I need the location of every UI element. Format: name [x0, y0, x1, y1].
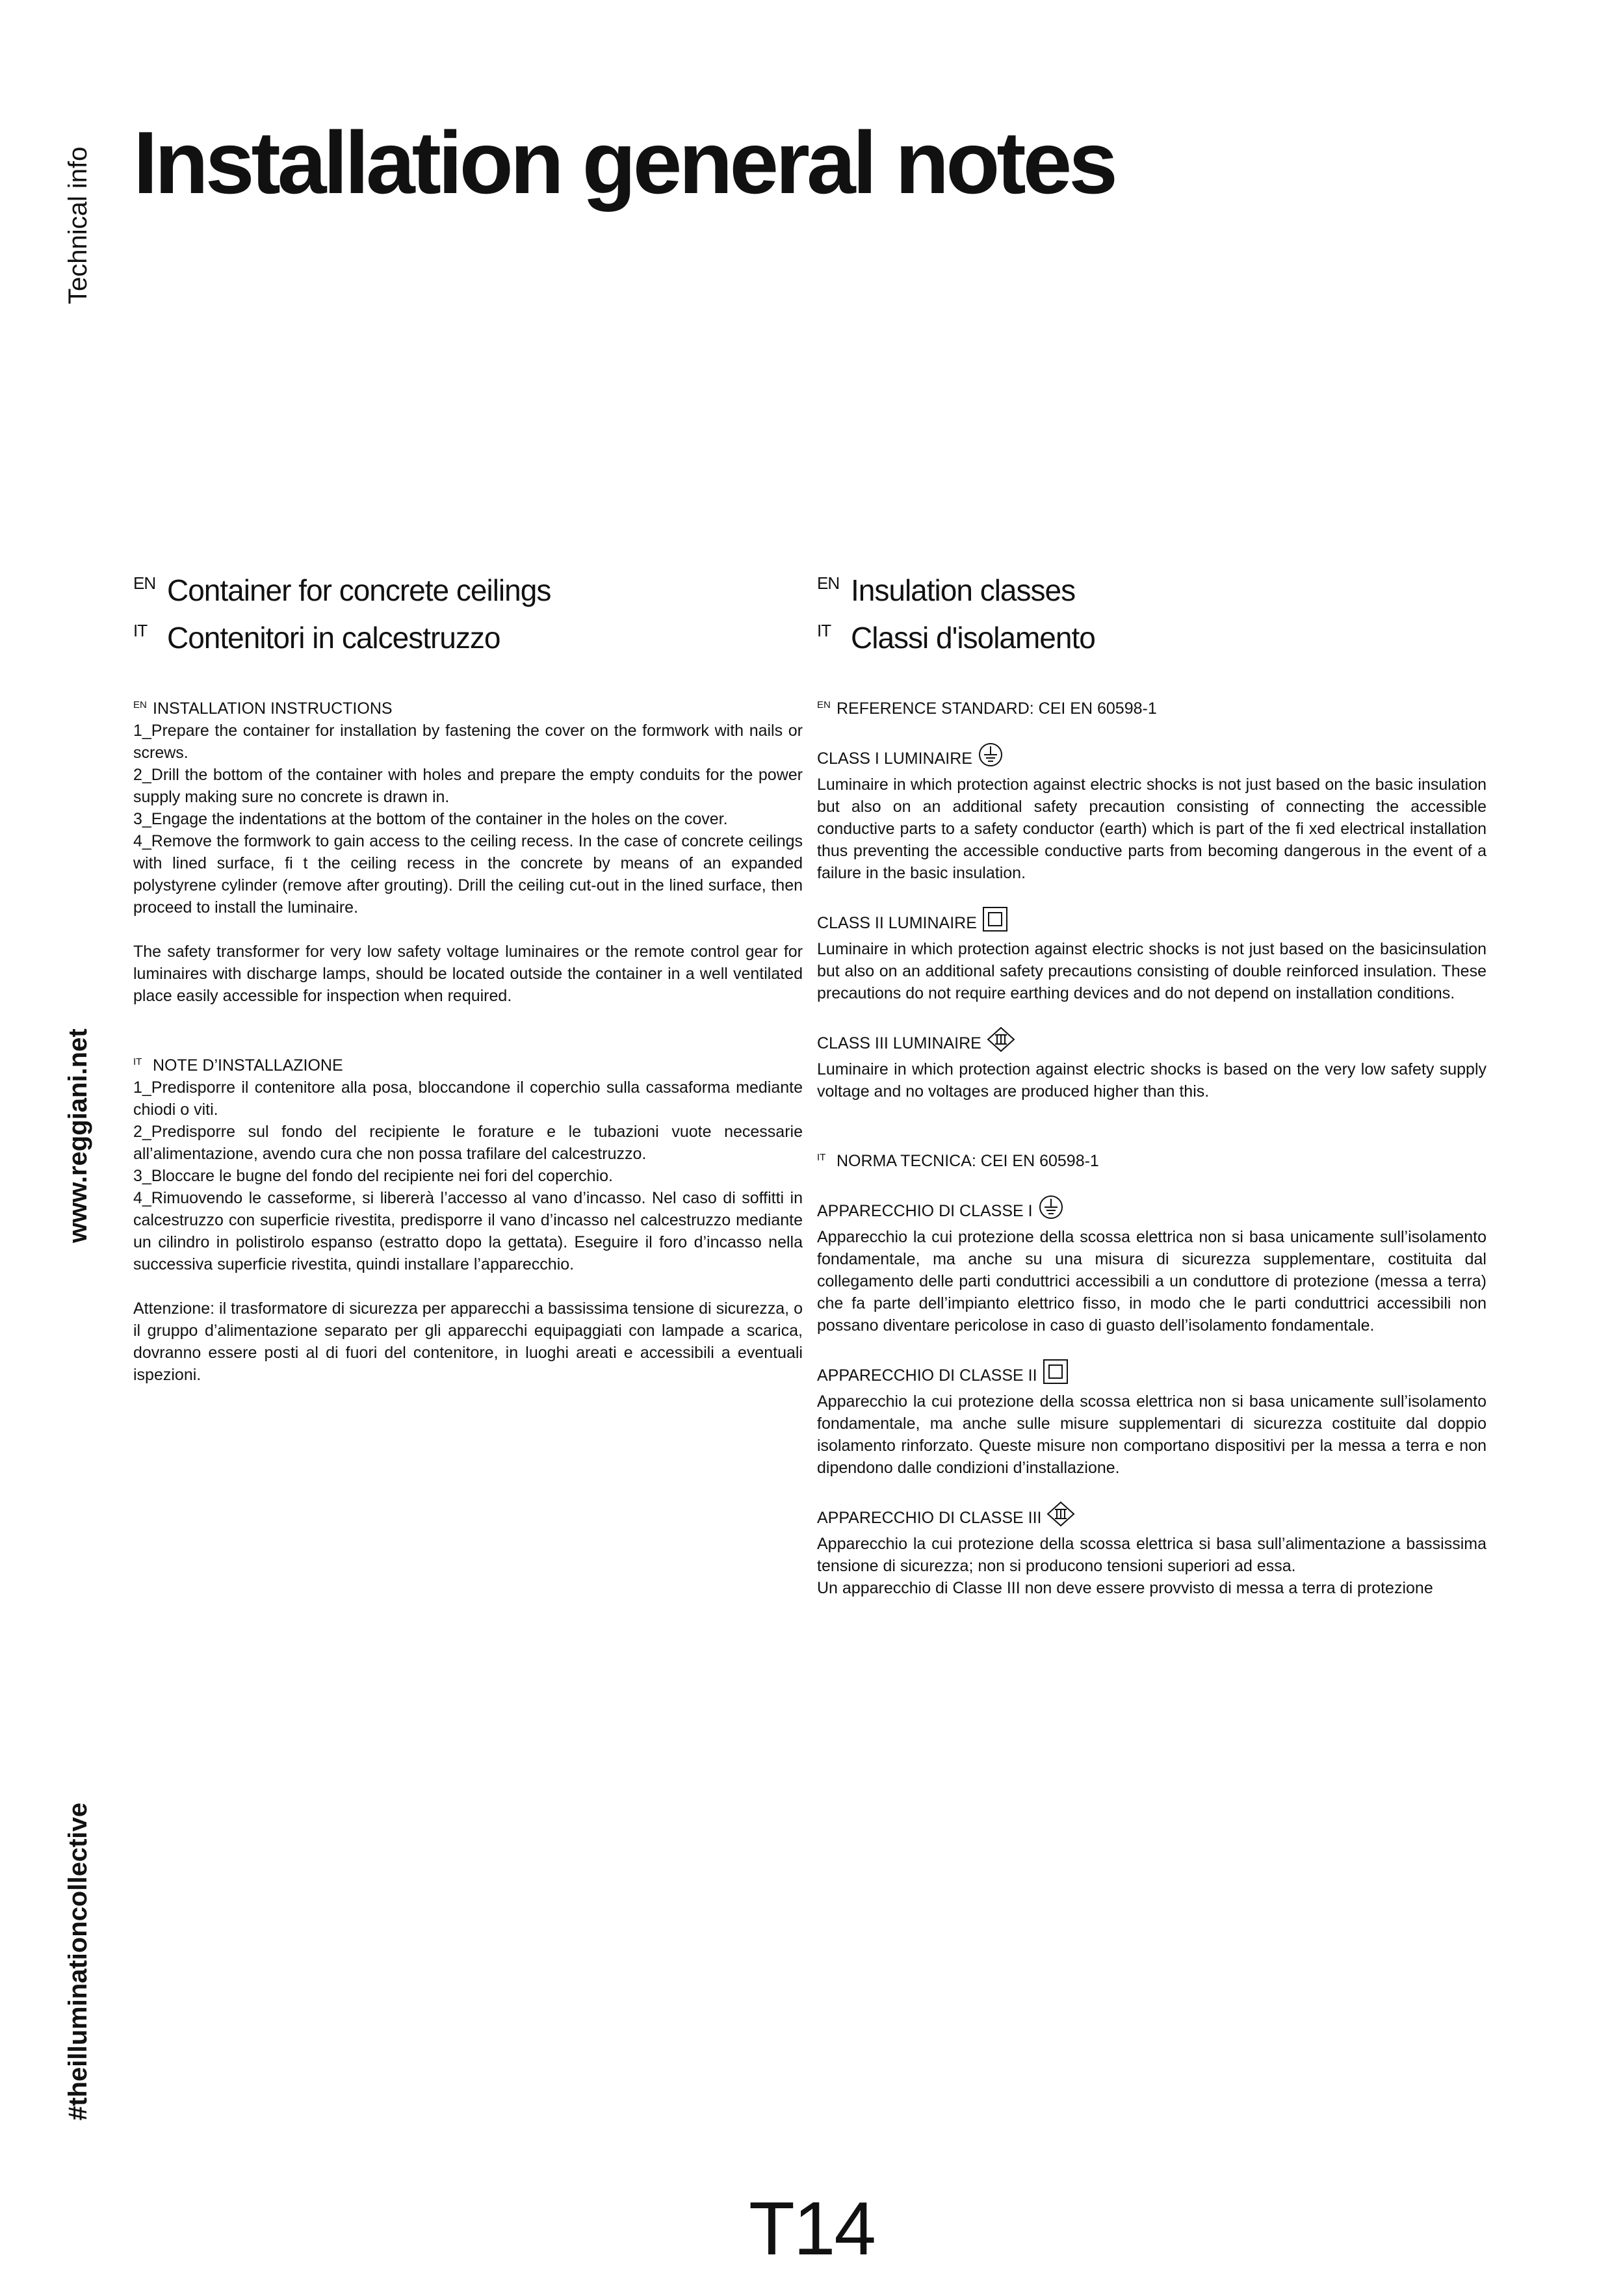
standard-title	[817, 694, 1487, 720]
class-label-text: CLASS I LUMINAIRE	[817, 750, 972, 768]
step: 2_Drill the bottom of the container with holes and prepare the empty conduits for the power supply making sure no concrete is drawn in.	[133, 766, 803, 806]
step: 3_Bloccare le bugne del fondo del recipiente nei fori del coperchio.	[133, 1167, 613, 1185]
instructions-en	[133, 694, 803, 1007]
section-title	[133, 694, 803, 720]
section-label: Technical info	[64, 146, 92, 304]
heading-en	[133, 563, 803, 610]
left-column	[133, 563, 803, 1386]
step: 1_Predisporre il contenitore alla posa, bloccandone il coperchio sulla cassaforma mediante chiodi o viti.	[133, 1078, 803, 1119]
class-text: Luminaire in which protection against electric shocks is based on the very low safety supply voltage and no voltages are produced higher than this.	[817, 1060, 1487, 1101]
lang-tag: IT	[133, 1056, 142, 1067]
left-headings	[133, 563, 803, 658]
class-label-text: CLASS III LUMINAIRE	[817, 1034, 981, 1052]
lang-tag: EN	[817, 699, 831, 711]
class-three-icon	[987, 1026, 1015, 1058]
insulation-it	[817, 1147, 1487, 1599]
safety-note: Attenzione: il trasformatore di sicurezza per apparecchi a bassissima tensione di sicurezza, o il gruppo d’alimentazione separato per gli apparecchi equipaggiati con lampade a scarica, dovranno essere posti al di fuori del contenitore, in luoghi areati e accessibili a eventuali ispezioni.	[133, 1299, 803, 1384]
step: 3_Engage the indentations at the bottom of the container in the holes on the cover.	[133, 810, 728, 828]
class-label-text: APPARECCHIO DI CLASSE III	[817, 1509, 1042, 1527]
heading-text: Classi d'isolamento	[851, 621, 1095, 655]
class-label-text: APPARECCHIO DI CLASSE II	[817, 1366, 1037, 1385]
class-text: Un apparecchio di Classe III non deve essere provvisto di messa a terra di protezione	[817, 1579, 1433, 1597]
class-three-icon	[1046, 1501, 1075, 1533]
heading-text: Contenitori in calcestruzzo	[167, 621, 500, 655]
section-title-text: NOTE D’INSTALLAZIONE	[153, 1056, 343, 1075]
step: 1_Prepare the container for installation by fastening the cover on the formwork with nails or screws.	[133, 722, 803, 762]
class-label	[817, 1501, 1487, 1533]
standard-title	[817, 1147, 1487, 1172]
website-link[interactable]: www.reggiani.net	[64, 1028, 92, 1243]
class-label	[817, 1026, 1487, 1058]
right-column	[817, 563, 1487, 1599]
lang-tag: EN	[133, 573, 156, 593]
class-text: Luminaire in which protection against electric shocks is not just based on the basicinsulation but also on an additional safety precautions consisting of double reinforced insulation. These precautions do not require earthing devices and do not depend on installation conditions.	[817, 940, 1487, 1002]
class-label-text: CLASS II LUMINAIRE	[817, 914, 977, 932]
insulation-en	[817, 694, 1487, 1102]
section-title	[133, 1051, 803, 1076]
instructions-it	[133, 1051, 803, 1386]
heading-it	[817, 610, 1487, 658]
heading-text: Container for concrete ceilings	[167, 573, 551, 607]
safety-note: The safety transformer for very low safety voltage luminaires or the remote control gear for luminaires with discharge lamps, should be located outside the container in a well ventilated place easily accessible for inspection when required.	[133, 943, 803, 1005]
class-label	[817, 1194, 1487, 1226]
class-label	[817, 1359, 1487, 1390]
lang-tag: IT	[817, 621, 831, 640]
page-title: Installation general notes	[133, 113, 1115, 212]
class-label	[817, 906, 1487, 938]
step: 2_Predisporre sul fondo del recipiente le forature e le tubazioni vuote necessarie all’alimentazione, avendo cura che non possa trafilare del calcestruzzo.	[133, 1123, 803, 1163]
standard-text: REFERENCE STANDARD: CEI EN 60598-1	[837, 699, 1157, 718]
double-insulation-icon	[982, 906, 1008, 938]
standard-text: NORMA TECNICA: CEI EN 60598-1	[837, 1152, 1099, 1170]
class-text: Apparecchio la cui protezione della scossa elettrica si basa sull’alimentazione a bassissima tensione di sicurezza; non si producono tensioni superiori ad essa.	[817, 1535, 1487, 1575]
earth-ground-icon	[978, 742, 1004, 774]
heading-text: Insulation classes	[851, 573, 1076, 607]
hashtag-label: #theilluminationcollective	[64, 1802, 92, 2120]
page-number: T14	[749, 2186, 875, 2271]
section-title-text: INSTALLATION INSTRUCTIONS	[153, 699, 393, 718]
earth-ground-icon	[1038, 1194, 1064, 1226]
class-label-text: APPARECCHIO DI CLASSE I	[817, 1202, 1033, 1220]
class-text: Luminaire in which protection against electric shocks is not just based on the basic insulation but also on an additional safety precaution consisting of connecting the accessible conductive parts to a safety conductor (earth) which is part of the fi xed electrical installation thus preventing the accessible conductive parts from becoming dangerous in the event of a failure in the basic insulation.	[817, 776, 1487, 882]
heading-en	[817, 563, 1487, 610]
class-text: Apparecchio la cui protezione della scossa elettrica non si basa unicamente sull’isolamento fondamentale, ma anche su una misura di sicurezza supplementare, costituita dal collegamento delle parti conduttrici accessibili a un conduttore di protezione (messa a terra) che fa parte dell’impianto elettrico fisso, in modo che le parti conduttrici accessibili non possano diventare pericolose in caso di guasto dell’isolamento fondamentale.	[817, 1228, 1487, 1335]
lang-tag: IT	[133, 621, 148, 640]
heading-it	[133, 610, 803, 658]
double-insulation-icon	[1043, 1359, 1069, 1390]
lang-tag: EN	[817, 573, 840, 593]
lang-tag: EN	[133, 699, 147, 711]
lang-tag: IT	[817, 1152, 826, 1163]
right-headings	[817, 563, 1487, 658]
step: 4_Remove the formwork to gain access to the ceiling recess. In the case of concrete ceilings with lined surface, fi t the ceiling recess in the concrete by means of an expanded polystyrene cylinder (remove after grouting). Drill the ceiling cut-out in the lined surface, then proceed to install the luminaire.	[133, 832, 803, 917]
class-label	[817, 742, 1487, 774]
step: 4_Rimuovendo le casseforme, si libererà l’accesso al vano d’incasso. Nel caso di soffitti in calcestruzzo con superficie rivestita, predisporre il vano d’incasso nel calcestruzzo mediante un cilindro in polistirolo espanso (estratto dopo la gettata). Eseguire il foro d’incasso nella successiva superficie rivestita, quindi installare l’apparecchio.	[133, 1189, 803, 1273]
class-text: Apparecchio la cui protezione della scossa elettrica non si basa unicamente sull’isolamento fondamentale, ma anche sulle misure supplementari di sicurezza costituite dal doppio isolamento rinforzato. Queste misure non comportano dispositivi per la messa a terra e non dipendono dalle condizioni d’installazione.	[817, 1392, 1487, 1477]
